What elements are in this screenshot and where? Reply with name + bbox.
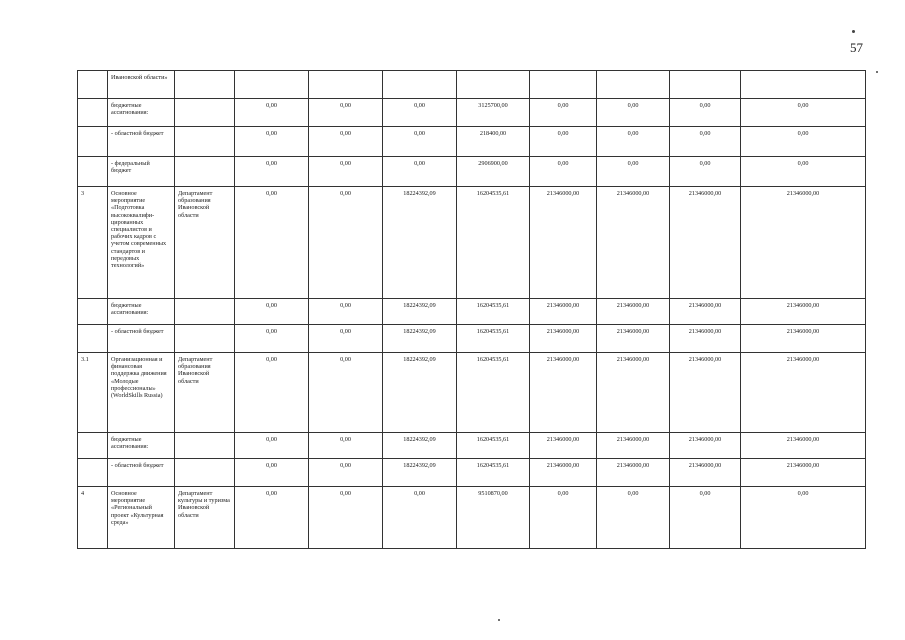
amount-cell: 0,00: [383, 157, 457, 187]
amount-cell: [235, 71, 309, 99]
amount-cell: 0,00: [741, 157, 866, 187]
event-name-cell: бюджетные ассигнования:: [108, 299, 175, 325]
amount-cell: 21346000,00: [741, 459, 866, 487]
row-number-cell: [78, 325, 108, 353]
amount-cell: 0,00: [309, 157, 383, 187]
amount-cell: 21346000,00: [670, 325, 741, 353]
amount-cell: 0,00: [235, 99, 309, 127]
event-name-cell: Основное мероприятие «Подготовка высококвалифи-цированных специалистов и рабочих кадров с учетом современных стандартов и передовых технологий»: [108, 187, 175, 299]
amount-cell: 0,00: [597, 127, 670, 157]
table-row: [78, 459, 866, 487]
amount-cell: 0,00: [235, 353, 309, 433]
amount-cell: 21346000,00: [670, 433, 741, 459]
executor-cell: Департамент образования Ивановской области: [175, 187, 235, 299]
scan-speck: [498, 619, 500, 621]
amount-cell: 0,00: [235, 325, 309, 353]
amount-cell: 0,00: [597, 99, 670, 127]
table-row: [78, 99, 866, 127]
table-row: [78, 299, 866, 325]
event-name-cell: Организационная и финансовая поддержка движения «Молодые профессионалы» (WorldSkills Russia): [108, 353, 175, 433]
amount-cell: 0,00: [530, 127, 597, 157]
amount-cell: 0,00: [235, 487, 309, 549]
scan-speck: [876, 71, 878, 73]
budget-table: [77, 70, 866, 549]
amount-cell: 3125700,00: [457, 99, 530, 127]
executor-cell: [175, 157, 235, 187]
event-name-cell: - областной бюджет: [108, 325, 175, 353]
table-row: [78, 433, 866, 459]
amount-cell: 21346000,00: [530, 353, 597, 433]
amount-cell: 21346000,00: [670, 299, 741, 325]
executor-cell: [175, 433, 235, 459]
scan-speck: [852, 30, 855, 33]
amount-cell: 16204535,61: [457, 433, 530, 459]
amount-cell: [530, 71, 597, 99]
row-number-cell: 4: [78, 487, 108, 549]
row-number-cell: [78, 157, 108, 187]
amount-cell: 0,00: [670, 487, 741, 549]
amount-cell: 21346000,00: [530, 433, 597, 459]
amount-cell: 16204535,61: [457, 187, 530, 299]
amount-cell: 21346000,00: [670, 353, 741, 433]
row-number-cell: 3: [78, 187, 108, 299]
amount-cell: 0,00: [597, 487, 670, 549]
amount-cell: 21346000,00: [530, 299, 597, 325]
row-number-cell: [78, 127, 108, 157]
amount-cell: 21346000,00: [597, 187, 670, 299]
amount-cell: 16204535,61: [457, 325, 530, 353]
amount-cell: 0,00: [309, 487, 383, 549]
amount-cell: 21346000,00: [597, 299, 670, 325]
table-row: [78, 127, 866, 157]
event-name-cell: бюджетные ассигнования:: [108, 433, 175, 459]
amount-cell: 0,00: [235, 299, 309, 325]
amount-cell: 0,00: [309, 325, 383, 353]
row-number-cell: [78, 459, 108, 487]
amount-cell: 21346000,00: [741, 433, 866, 459]
amount-cell: 21346000,00: [597, 433, 670, 459]
table-row: [78, 353, 866, 433]
amount-cell: 18224392,09: [383, 187, 457, 299]
row-number-cell: [78, 99, 108, 127]
amount-cell: [597, 71, 670, 99]
amount-cell: 18224392,09: [383, 299, 457, 325]
amount-cell: [741, 71, 866, 99]
row-number-cell: [78, 433, 108, 459]
event-name-cell: - федеральный бюджет: [108, 157, 175, 187]
amount-cell: 21346000,00: [741, 325, 866, 353]
amount-cell: 0,00: [530, 157, 597, 187]
executor-cell: [175, 459, 235, 487]
amount-cell: 21346000,00: [670, 187, 741, 299]
amount-cell: 0,00: [309, 99, 383, 127]
amount-cell: 0,00: [309, 187, 383, 299]
row-number-cell: [78, 299, 108, 325]
amount-cell: 21346000,00: [530, 187, 597, 299]
event-name-cell: бюджетные ассигнования:: [108, 99, 175, 127]
amount-cell: 0,00: [383, 99, 457, 127]
amount-cell: 0,00: [741, 99, 866, 127]
amount-cell: 16204535,61: [457, 353, 530, 433]
executor-cell: [175, 71, 235, 99]
amount-cell: [383, 71, 457, 99]
amount-cell: 0,00: [530, 487, 597, 549]
amount-cell: 0,00: [235, 459, 309, 487]
event-name-cell: Основное мероприятие «Региональный проект «Культурная среда»: [108, 487, 175, 549]
amount-cell: 0,00: [383, 127, 457, 157]
amount-cell: [457, 71, 530, 99]
amount-cell: [309, 71, 383, 99]
row-number-cell: 3.1: [78, 353, 108, 433]
amount-cell: 0,00: [235, 433, 309, 459]
amount-cell: 0,00: [309, 459, 383, 487]
amount-cell: 0,00: [309, 433, 383, 459]
amount-cell: 18224392,09: [383, 459, 457, 487]
table-row: [78, 157, 866, 187]
amount-cell: 0,00: [235, 157, 309, 187]
amount-cell: [670, 71, 741, 99]
event-name-cell: - областной бюджет: [108, 459, 175, 487]
amount-cell: 21346000,00: [530, 325, 597, 353]
row-number-cell: [78, 71, 108, 99]
table-row: [78, 71, 866, 99]
amount-cell: 21346000,00: [530, 459, 597, 487]
amount-cell: 0,00: [741, 487, 866, 549]
amount-cell: 0,00: [597, 157, 670, 187]
amount-cell: 18224392,09: [383, 433, 457, 459]
amount-cell: 16204535,61: [457, 299, 530, 325]
amount-cell: 0,00: [309, 299, 383, 325]
amount-cell: 18224392,09: [383, 325, 457, 353]
amount-cell: 9510870,00: [457, 487, 530, 549]
amount-cell: 0,00: [309, 127, 383, 157]
amount-cell: 0,00: [383, 487, 457, 549]
amount-cell: 0,00: [670, 99, 741, 127]
executor-cell: Департамент образования Ивановской области: [175, 353, 235, 433]
table-row: [78, 325, 866, 353]
event-name-cell: - областной бюджет: [108, 127, 175, 157]
amount-cell: 18224392,09: [383, 353, 457, 433]
amount-cell: 21346000,00: [741, 299, 866, 325]
amount-cell: 16204535,61: [457, 459, 530, 487]
table-row: [78, 487, 866, 549]
amount-cell: 218400,00: [457, 127, 530, 157]
table-row: [78, 187, 866, 299]
executor-cell: [175, 299, 235, 325]
amount-cell: 21346000,00: [670, 459, 741, 487]
amount-cell: 21346000,00: [597, 325, 670, 353]
executor-cell: [175, 325, 235, 353]
amount-cell: 21346000,00: [741, 187, 866, 299]
amount-cell: 21346000,00: [597, 459, 670, 487]
event-name-cell: Ивановской области»: [108, 71, 175, 99]
executor-cell: Департамент культуры и туризма Ивановской области: [175, 487, 235, 549]
amount-cell: 2906900,00: [457, 157, 530, 187]
executor-cell: [175, 99, 235, 127]
amount-cell: 0,00: [309, 353, 383, 433]
amount-cell: 0,00: [235, 187, 309, 299]
amount-cell: 0,00: [530, 99, 597, 127]
executor-cell: [175, 127, 235, 157]
page-number: 57: [850, 40, 863, 55]
amount-cell: 0,00: [670, 157, 741, 187]
amount-cell: 0,00: [741, 127, 866, 157]
amount-cell: 21346000,00: [741, 353, 866, 433]
amount-cell: 0,00: [235, 127, 309, 157]
amount-cell: 0,00: [670, 127, 741, 157]
amount-cell: 21346000,00: [597, 353, 670, 433]
